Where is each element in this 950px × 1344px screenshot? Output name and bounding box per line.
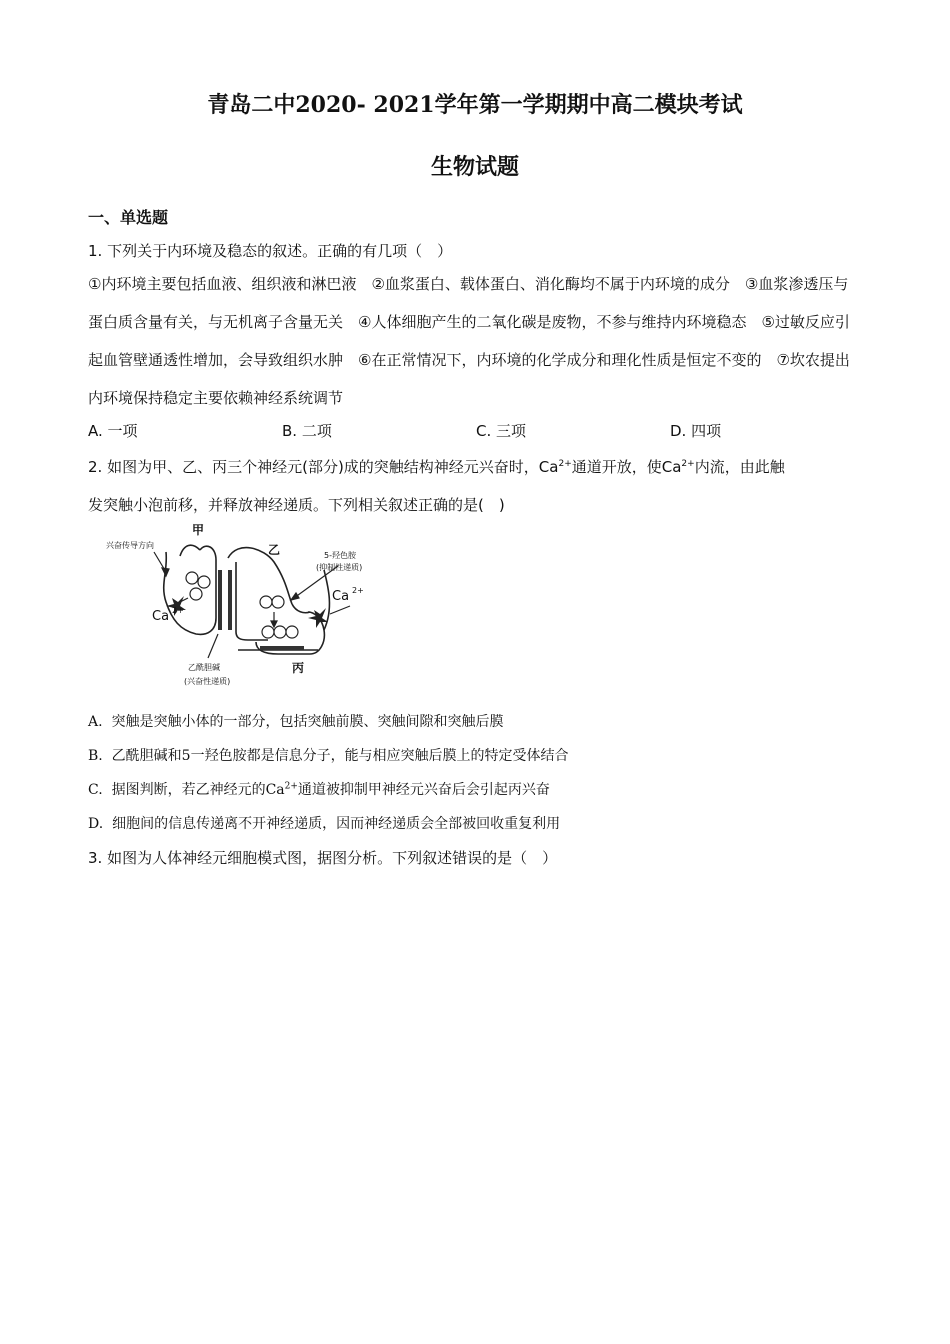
section-heading: 一、单选题: [88, 208, 169, 227]
label-direction: 兴奋传导方向: [106, 541, 154, 550]
label-ca-left: Ca: [152, 609, 170, 624]
q1-option-b[interactable]: [282, 420, 332, 441]
label-ca-right-sup: 2+: [352, 586, 364, 595]
question-1-statements: ①内环境主要包括血液、组织液和淋巴液 ②血浆蛋白、载体蛋白、消化酶均不属于内环境的成分 ③血浆渗透压与蛋白质含量有关，与无机离子含量无关 ④人体细胞产生的二氧化碳是废物，不参与维持内环境稳态 ⑤过敏反应引起血管壁通透性增加，会导致组织水肿 ⑥在正常情况下，内环境的化学成分和理化性质是恒定不变的 ⑦坎农提出内环境保持稳定主要依赖神经系统调节: [88, 275, 850, 407]
question-2-stem: [88, 456, 785, 477]
question-1-stem: [88, 240, 452, 261]
label-5ht-note: (抑制性递质): [316, 563, 363, 572]
superscript: 2+: [681, 459, 695, 469]
label-jia: 甲: [192, 523, 205, 537]
superscript: 2+: [558, 459, 572, 469]
neuron-yi-outline: [228, 548, 292, 604]
question-1-number: 1.: [88, 242, 103, 260]
exam-title: 青岛二中2020- 2021学年第一学期期中高二模块考试: [207, 92, 743, 118]
option-letter: D.: [670, 422, 687, 440]
label-ach-note: (兴奋性递质): [184, 677, 231, 686]
exam-subtitle: 生物试题: [430, 154, 519, 180]
option-letter: B.: [88, 748, 103, 764]
option-text: 通道被抑制甲神经元兴奋后会引起丙兴奋: [297, 782, 550, 798]
q2-option-c[interactable]: [88, 779, 550, 799]
label-ca-left-sup: 2+: [172, 606, 184, 615]
option-letter: C.: [88, 782, 103, 798]
question-3-number: 3.: [88, 849, 103, 867]
question-2-stem-line2: 发突触小泡前移，并释放神经递质。下列相关叙述正确的是( ): [88, 496, 505, 514]
option-text: 二项: [301, 422, 332, 440]
vesicle: [260, 596, 272, 608]
stem-text: 内流，由此触: [694, 458, 785, 476]
calcium-channel-icon: [308, 608, 328, 628]
option-letter: C.: [476, 422, 492, 440]
label-bing: 丙: [292, 661, 305, 675]
q2-option-b[interactable]: [88, 745, 569, 765]
vesicle: [272, 596, 284, 608]
superscript: 2+: [284, 781, 298, 792]
option-text: 三项: [496, 422, 527, 440]
question-2-number: 2.: [88, 458, 103, 476]
question-1-text: 下列关于内环境及稳态的叙述。正确的有几项（ ）: [107, 242, 453, 260]
option-letter: A.: [88, 714, 103, 730]
vesicle: [286, 626, 298, 638]
option-text: 据图判断，若乙神经元的Ca: [111, 782, 285, 798]
label-5ht: 5-羟色胺: [324, 551, 356, 560]
option-letter: B.: [282, 422, 298, 440]
option-text: 四项: [691, 422, 722, 440]
option-text: 一项: [107, 422, 138, 440]
question-3-stem: [88, 847, 557, 868]
vesicle: [262, 626, 274, 638]
vesicle: [186, 572, 198, 584]
option-text: 突触是突触小体的一部分，包括突触前膜、突触间隙和突触后膜: [111, 714, 504, 730]
stem-text: 通道开放，使Ca: [571, 458, 682, 476]
synaptic-membrane: [218, 570, 222, 630]
question-3-text: 如图为人体神经元细胞模式图，据图分析。下列叙述错误的是（ ）: [107, 849, 558, 867]
option-letter: A.: [88, 422, 103, 440]
option-text: 乙酰胆碱和5一羟色胺都是信息分子，能与相应突触后膜上的特定受体结合: [111, 748, 569, 764]
q2-option-a[interactable]: [88, 711, 503, 731]
neuron-jia-outline: [164, 546, 216, 634]
arrow-icon: [330, 606, 350, 614]
synapse-diagram: [88, 522, 418, 690]
option-text: 细胞间的信息传递离不开神经递质，因而神经递质会全部被回收重复利用: [112, 816, 561, 832]
stem-text: 如图为甲、乙、丙三个神经元(部分)成的突触结构神经元兴奋时，Ca: [107, 458, 559, 476]
q2-option-d[interactable]: [88, 813, 560, 833]
vesicle: [198, 576, 210, 588]
q1-option-d[interactable]: [670, 420, 721, 441]
vesicle: [274, 626, 286, 638]
option-letter: D.: [88, 816, 104, 832]
vesicle: [190, 588, 202, 600]
q1-option-c[interactable]: [476, 420, 526, 441]
q1-option-a[interactable]: [88, 420, 138, 441]
label-yi: 乙: [268, 543, 281, 557]
arrow-icon: [208, 634, 218, 658]
label-ca-right: Ca: [332, 589, 350, 604]
label-ach: 乙酰胆碱: [188, 663, 220, 672]
